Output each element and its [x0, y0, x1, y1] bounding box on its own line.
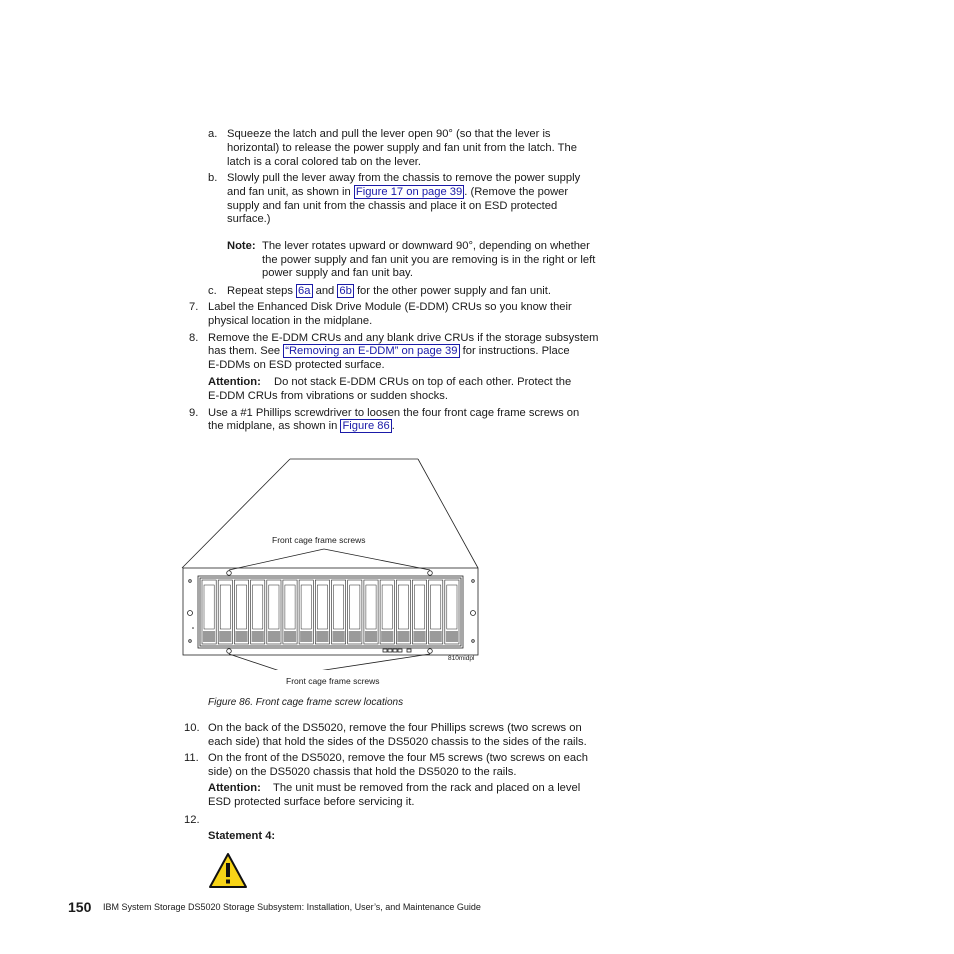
drive-latch — [430, 631, 442, 642]
drive-latch — [365, 631, 377, 642]
step-9-text: the midplane, as shown in Figure 86 . — [208, 420, 395, 432]
step-c-label: c. — [208, 285, 217, 297]
drive-handle — [350, 585, 360, 629]
step-a-text: Squeeze the latch and pull the lever open 90° (so that the lever is — [227, 128, 551, 140]
drive-handle — [269, 585, 279, 629]
step-8-text: has them. See “Removing an E-DDM” on page 39 for instructions. Place — [208, 345, 570, 357]
footer-title: IBM System Storage DS5020 Storage Subsystem: Installation, User’s, and Maintenance Guide — [103, 902, 481, 912]
attention-text: The unit must be removed from the rack and placed on a level — [273, 782, 581, 794]
step-6b-link[interactable]: 6b — [339, 285, 352, 297]
drive-handle — [431, 585, 441, 629]
figure-86-link[interactable]: Figure 86 — [342, 420, 390, 432]
step-8-text: Remove the E-DDM CRUs and any blank drive CRUs if the storage subsystem — [208, 332, 599, 344]
statement-label: Statement 4: — [208, 830, 276, 842]
attention-label: Attention: — [208, 782, 261, 794]
step-c-text: Repeat steps 6a and 6b for the other power supply and fan unit. — [227, 285, 551, 297]
removing-eddm-link[interactable]: “Removing an E-DDM” on page 39 — [285, 345, 458, 357]
figure-17-link[interactable]: Figure 17 on page 39 — [355, 186, 463, 198]
note-text: The lever rotates upward or downward 90°, depending on whether — [262, 240, 590, 252]
step-b-text: supply and fan unit from the chassis and place it on ESD protected — [227, 200, 558, 212]
step-a-text: horizontal) to release the power supply and fan unit from the latch. The — [227, 142, 577, 154]
step-b-label: b. — [208, 172, 218, 184]
step-b-text: surface.) — [227, 213, 271, 225]
drive-latch — [397, 631, 409, 642]
drive-latch — [268, 631, 280, 642]
note-text: power supply and fan unit bay. — [262, 267, 413, 279]
front-cage-figure — [180, 455, 485, 670]
drive-handle — [236, 585, 246, 629]
drive-handle — [220, 585, 230, 629]
drive-latch — [333, 631, 345, 642]
step-11-text: side) on the DS5020 chassis that hold the DS5020 to the rails. — [208, 766, 517, 778]
drive-latch — [300, 631, 312, 642]
step-9-text: Use a #1 Phillips screwdriver to loosen the four front cage frame screws on — [208, 407, 580, 419]
note-text: the power supply and fan unit you are removing is in the right or left — [262, 254, 596, 266]
step-10-label: 10. — [184, 722, 200, 734]
drive-latch — [413, 631, 425, 642]
step-9-label: 9. — [189, 407, 199, 419]
drive-handle — [414, 585, 424, 629]
step-6a-link[interactable]: 6a — [298, 285, 311, 297]
step-7-text: Label the Enhanced Disk Drive Module (E-DDM) CRUs so you know their — [208, 301, 572, 313]
drive-handle — [253, 585, 263, 629]
attention-text: Do not stack E-DDM CRUs on top of each other. Protect the — [274, 376, 572, 388]
figure-code: 810midpl — [448, 655, 475, 662]
step-8-label: 8. — [189, 332, 199, 344]
drive-latch — [284, 631, 296, 642]
page-number: 150 — [68, 899, 92, 915]
note-label: Note: — [227, 240, 256, 252]
drive-handle — [366, 585, 376, 629]
drive-handle — [317, 585, 327, 629]
step-10-text: On the back of the DS5020, remove the four Phillips screws (two screws on — [208, 722, 582, 734]
drive-latch — [219, 631, 231, 642]
drive-latch — [203, 631, 215, 642]
step-10-text: each side) that hold the sides of the DS5020 chassis to the sides of the rails. — [208, 736, 587, 748]
drive-latch — [381, 631, 393, 642]
warning-triangle-icon — [208, 852, 248, 889]
attention-text: E-DDM CRUs from vibrations or sudden shocks. — [208, 390, 448, 402]
drive-latch — [446, 631, 458, 642]
step-b-text: Slowly pull the lever away from the chassis to remove the power supply — [227, 172, 581, 184]
drive-latch — [316, 631, 328, 642]
attention-text: ESD protected surface before servicing it. — [208, 796, 415, 808]
step-a-label: a. — [208, 128, 218, 140]
step-11-label: 11. — [184, 752, 199, 764]
step-7-label: 7. — [189, 301, 199, 313]
step-12-label: 12. — [184, 814, 200, 826]
drive-handle — [382, 585, 392, 629]
step-b-text: and fan unit, as shown in Figure 17 on page 39 . (Remove the power — [227, 186, 569, 198]
step-11-text: On the front of the DS5020, remove the four M5 screws (two screws on each — [208, 752, 588, 764]
drive-handle — [398, 585, 408, 629]
drive-handle — [301, 585, 311, 629]
attention-label: Attention: — [208, 376, 261, 388]
figure-caption: Figure 86. Front cage frame screw locations — [208, 697, 404, 708]
drive-handle — [285, 585, 295, 629]
drive-handle — [447, 585, 457, 629]
bottom-screws-label: Front cage frame screws — [286, 676, 380, 686]
step-a-text: latch is a coral colored tab on the lever. — [227, 156, 422, 168]
drive-handle — [204, 585, 214, 629]
drive-latch — [252, 631, 264, 642]
drive-latch — [349, 631, 361, 642]
drive-handle — [334, 585, 344, 629]
step-8-text: E-DDMs on ESD protected surface. — [208, 359, 385, 371]
top-screws-label: Front cage frame screws — [272, 535, 366, 545]
step-7-text: physical location in the midplane. — [208, 315, 373, 327]
drive-latch — [235, 631, 247, 642]
